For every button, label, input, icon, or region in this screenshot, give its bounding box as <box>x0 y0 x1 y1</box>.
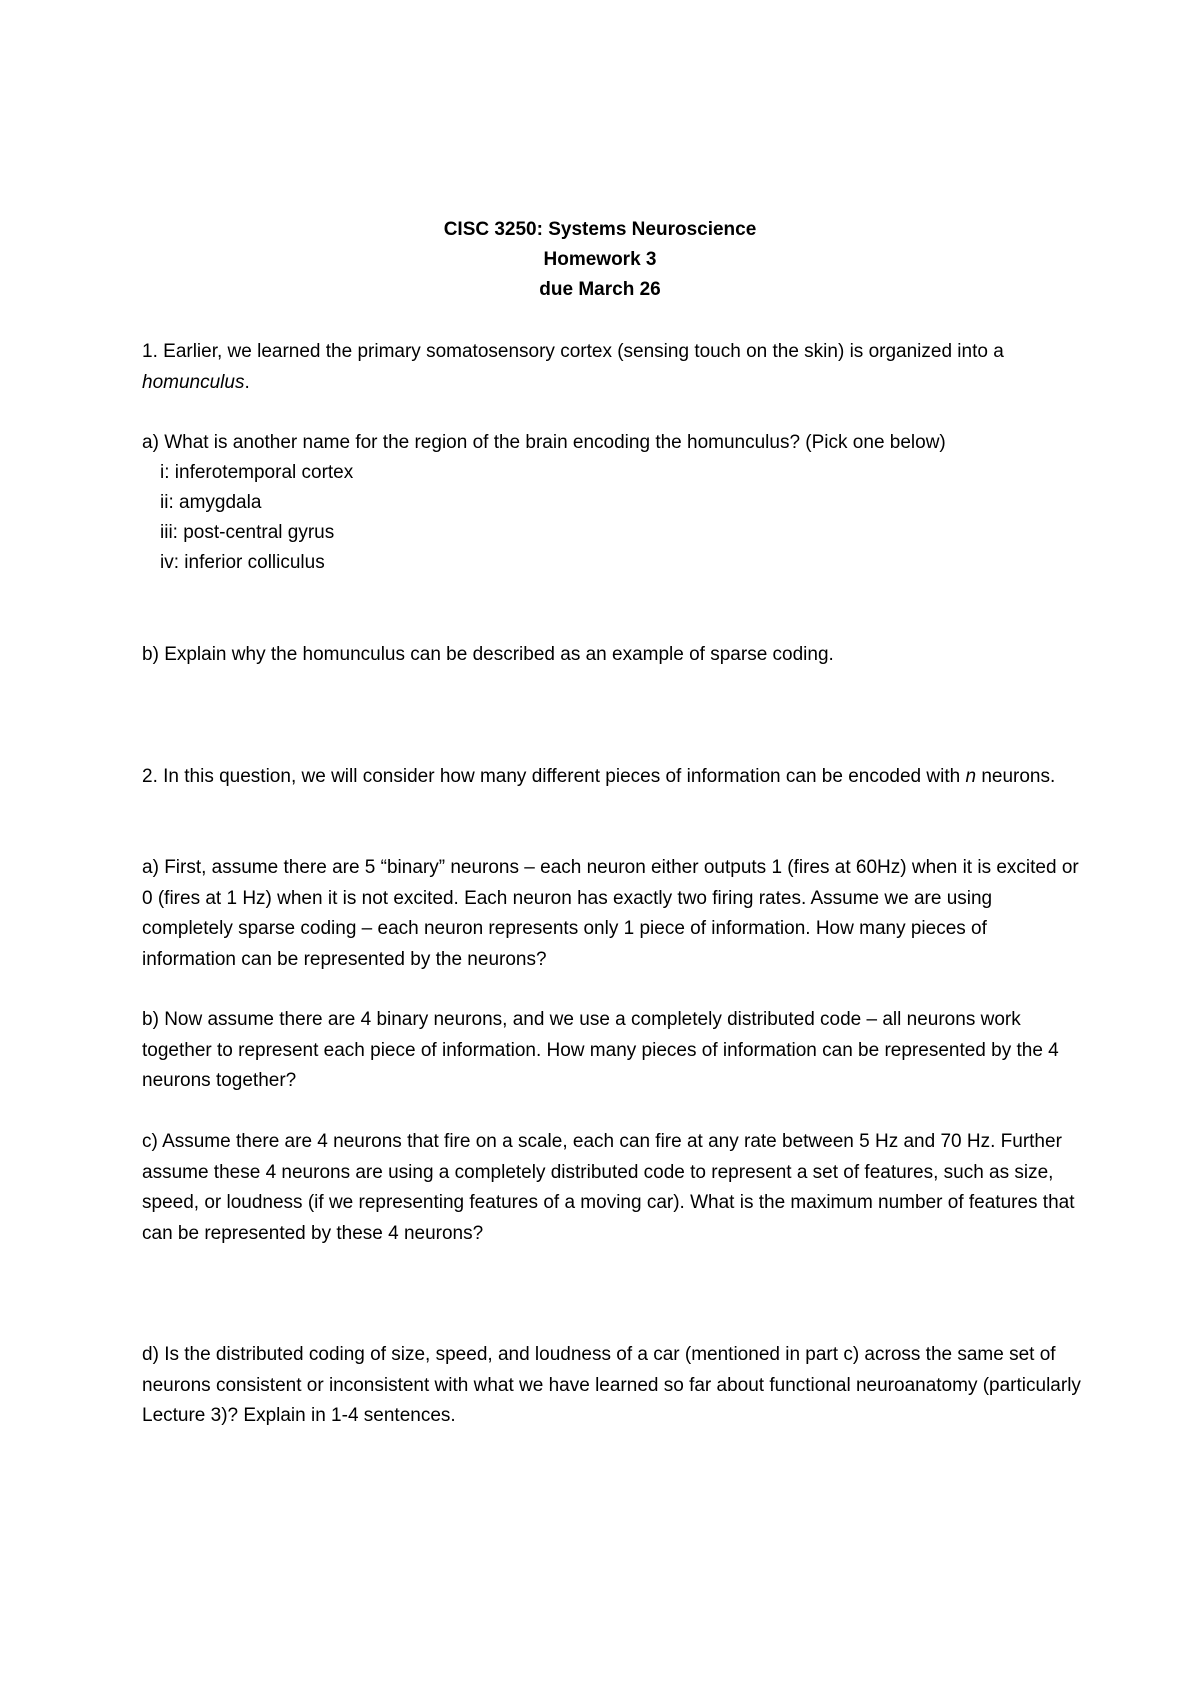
question-1-term-end: . <box>244 371 250 393</box>
question-2a-label: a) <box>142 857 159 878</box>
question-2c-text: Assume there are 4 neurons that fire on a scale, each can fire at any rate between 5 Hz and 70 Hz. Further assume these 4 neurons are using a completely distributed code to represent a set of features, such as size, speed, or loudness (if we representing features of a moving car). What is the maximum number of features that can be represented by these 4 neurons? <box>142 1131 1075 1244</box>
question-1-intro-text: Earlier, we learned the primary somatosensory cortex (sensing touch on the skin) is organized into a <box>163 341 1004 362</box>
question-1-number: 1. <box>142 341 158 362</box>
question-2-number: 2. <box>142 766 158 787</box>
question-2b <box>142 1005 1082 1097</box>
question-2b-label: b) <box>142 1009 159 1030</box>
question-2d <box>142 1340 1082 1432</box>
question-2-intro-text: In this question, we will consider how many different pieces of information can be encoded with <box>163 766 961 787</box>
option-3: iii: post-central gyrus <box>160 522 335 543</box>
question-2a-text: First, assume there are 5 “binary” neurons – each neuron either outputs 1 (fires at 60Hz) when it is excited or 0 (fires at 1 Hz) when it is not excited. Each neuron has exactly two firing rates. Assume we are using completely sparse coding – each neuron represents only 1 piece of information. How many pieces of information can be represented by the neurons? <box>142 857 1079 970</box>
question-2-intro <box>142 762 1082 793</box>
question-2-intro-end: neurons. <box>981 766 1056 787</box>
question-2d-text: Is the distributed coding of size, speed, and loudness of a car (mentioned in part c) across the same set of neurons consistent or inconsistent with what we have learned so far about functional neuroanatomy (particularly Lecture 3)? Explain in 1-4 sentences. <box>142 1344 1081 1426</box>
option-2: ii: amygdala <box>160 492 262 513</box>
course-title: CISC 3250: Systems Neuroscience <box>443 219 757 240</box>
question-1a <box>142 428 1082 459</box>
question-1a-label: a) <box>142 432 159 453</box>
question-1-term: homunculus <box>142 371 245 393</box>
question-1b-label: b) <box>142 644 159 665</box>
option-4: iv: inferior colliculus <box>160 552 325 573</box>
option-1: i: inferotemporal cortex <box>160 462 354 483</box>
question-2c <box>142 1127 1082 1249</box>
question-2b-text: Now assume there are 4 binary neurons, and we use a completely distributed code – all neurons work together to represent each piece of information. How many pieces of information can be represented by the 4 neurons together? <box>142 1009 1059 1091</box>
question-1a-text: What is another name for the region of the brain encoding the homunculus? (Pick one below) <box>164 432 946 453</box>
question-1b-text: Explain why the homunculus can be described as an example of sparse coding. <box>164 644 834 665</box>
question-1-intro <box>142 337 1082 398</box>
question-2d-label: d) <box>142 1344 159 1365</box>
question-2a <box>142 853 1082 975</box>
due-date: due March 26 <box>539 279 661 300</box>
question-2-variable: n <box>965 766 977 787</box>
homework-title: Homework 3 <box>543 249 657 270</box>
question-1b <box>142 640 1082 671</box>
question-2c-label: c) <box>142 1131 158 1152</box>
